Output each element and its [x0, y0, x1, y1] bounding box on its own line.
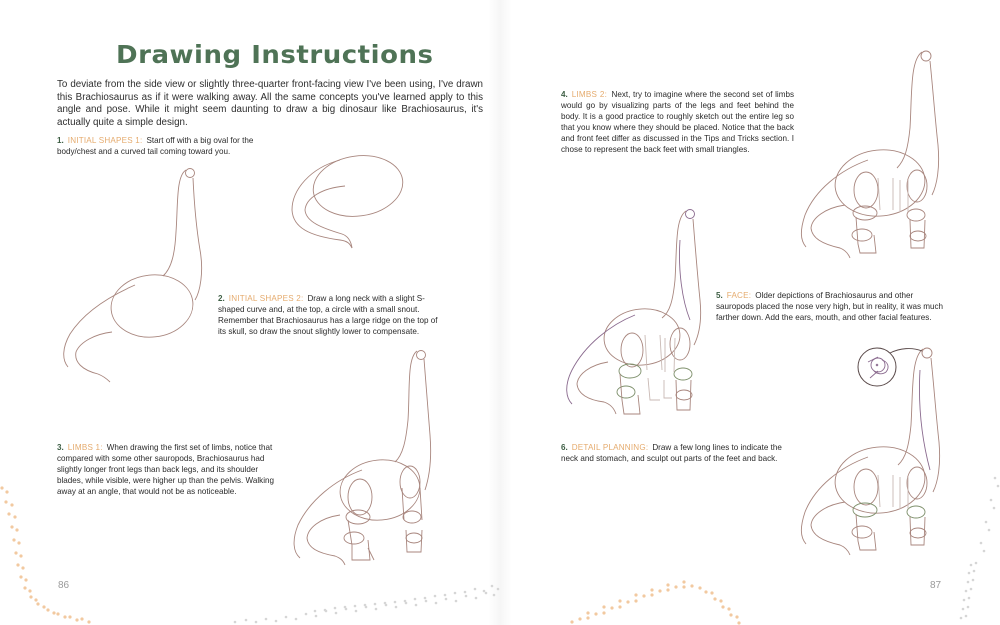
step-number: 3. [57, 443, 64, 452]
step-label: DETAIL PLANNING [571, 443, 646, 452]
step-number: 4. [561, 90, 568, 99]
step2-neck-head-sketch [64, 169, 202, 383]
step-label-colon: : [748, 291, 751, 300]
step-label-colon: : [100, 443, 103, 452]
step-number: 6. [561, 443, 568, 452]
intro-paragraph: To deviate from the side view or slightly three-quarter front-facing view I've been using, I've drawn this Brachiosaurus as if it were walking away. All the same concepts you've learned apply to this angle and pose. While it might seem daunting to draw a big dinosaur like Brachiosaurus, it's actually quite a simple design. [57, 79, 483, 128]
step-label-colon: : [645, 443, 649, 452]
step-label: INITIAL SHAPES 2 [228, 294, 301, 303]
step-label-colon: : [139, 136, 143, 145]
face-inset-magnifier [858, 348, 922, 386]
page-number-right: 87 [930, 580, 942, 591]
step-number: 1. [57, 136, 64, 145]
step-text: Draw a few long lines to indicate the neck and stomach, and sculpt out parts of the feet and back. [561, 443, 782, 463]
step-label: LIMBS 2 [571, 90, 605, 99]
step4-second-limbs-sketch [567, 210, 701, 415]
step-text: Draw a long neck with a slight S-shaped curve and, at the top, a circle with a small snout. Remember that Brachiosaurus has a large ridge on the top of its skull, so draw the snout slightly lower to compensate. [218, 294, 438, 336]
step-label: FACE [726, 291, 749, 300]
step-label: INITIAL SHAPES 1 [67, 136, 140, 145]
step-label-colon: : [604, 90, 607, 99]
page-number-left: 86 [58, 580, 70, 591]
step1-oval-tail-sketch [292, 150, 407, 248]
step-text: Next, try to imagine where the second set of limbs would go by visualizing parts of the legs and feet behind the body. It is a good practice to roughly sketch out the entire leg so that you know where they should be placed. Notice that the back and front feet differ as discussed in the Tips and Tricks section. I chose to represent the back feet with small triangles. [561, 90, 794, 154]
step4-full-figure-sketch [801, 51, 938, 258]
step3-limbs-sketch [294, 351, 431, 566]
step-label: LIMBS 1 [67, 443, 101, 452]
step-number: 2. [218, 294, 225, 303]
step-text: Start off with a big oval for the body/chest and a curved tail coming toward you. [57, 136, 254, 156]
step-text: When drawing the first set of limbs, notice that compared with some other sauropods, Brachiosaurus had slightly longer front legs than back legs, and its shoulder blades, while visible, were higher up than the pelvis. Walking away at an angle, that would not be as noticeable. [57, 443, 274, 496]
page-title: Drawing Instructions [116, 40, 434, 69]
step-text: Older depictions of Brachiosaurus and other sauropods placed the nose very high, but in reality, it was much farther down. Add the ears, mouth, and other facial features. [716, 291, 944, 322]
step-label-colon: : [300, 294, 304, 303]
step6-detail-planning-sketch [801, 348, 939, 555]
step-number: 5. [716, 291, 723, 300]
